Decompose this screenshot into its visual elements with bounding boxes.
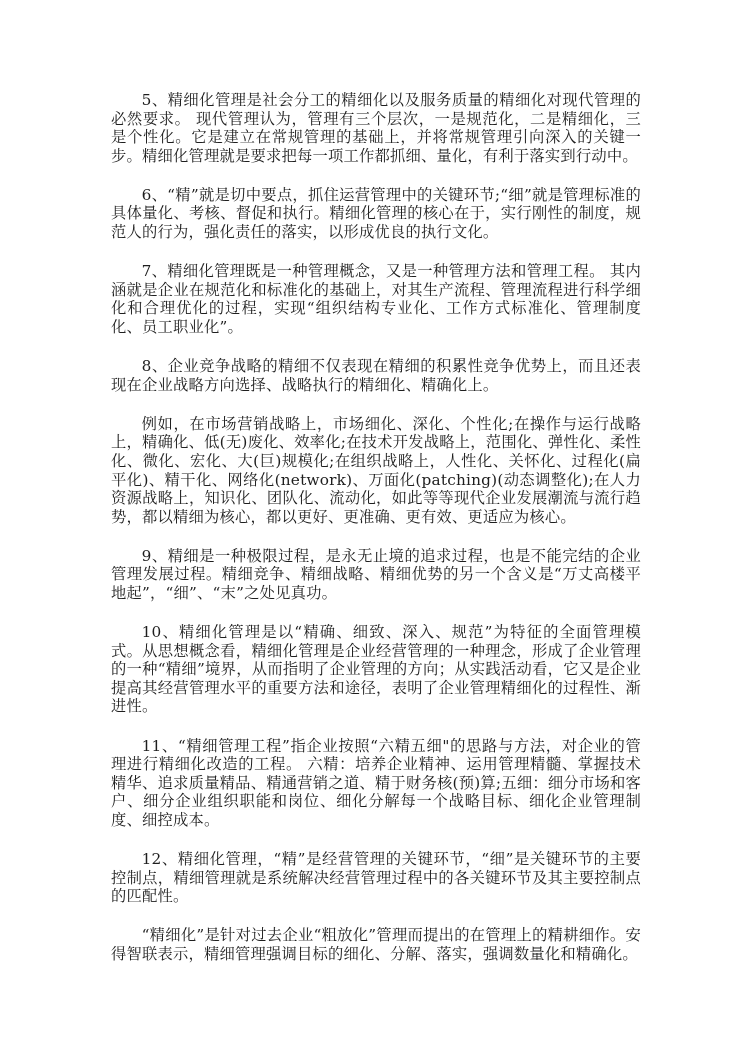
paragraph-8: 8、企业竞争战略的精细不仅表现在精细的积累性竞争优势上，而且还表现在企业战略方向选择、战略执行的精细化、精确化上。 (111, 357, 641, 394)
paragraph-9: 9、精细是一种极限过程，是永无止境的追求过程，也是不能完结的企业管理发展过程。精细竞争、精细战略、精细优势的另一个含义是“万丈高楼平地起”，“细”、“末”之处见真功。 (111, 546, 641, 602)
paragraph-12: 12、精细化管理，“精”是经营管理的关键环节，“细”是关键环节的主要控制点，精细管理就是系统解决经营管理过程中的各关键环节及其主要控制点的匹配性。 (111, 850, 641, 906)
paragraph-7: 7、精细化管理既是一种管理概念，又是一种管理方法和管理工程。 其内涵就是企业在规范化和标准化的基础上，对其生产流程、管理流程进行科学细化和合理优化的过程，实现“组织结构专业化、工作方式标准化、管理制度化、员工职业化”。 (111, 262, 641, 336)
paragraph-conclusion: “精细化”是针对过去企业“粗放化”管理而提出的在管理上的精耕细作。安得智联表示，精细管理强调目标的细化、分解、落实，强调数量化和精确化。 (111, 926, 641, 963)
paragraph-6: 6、“精”就是切中要点，抓住运营管理中的关键环节;“细”就是管理标准的具体量化、考核、督促和执行。精细化管理的核心在于，实行刚性的制度，规范人的行为，强化责任的落实，以形成优良的执行文化。 (111, 185, 641, 242)
paragraph-example: 例如，在市场营销战略上，市场细化、深化、个性化;在操作与运行战略上，精确化、低(无)废化、效率化;在技术开发战略上，范围化、弹性化、柔性化、微化、宏化、大(巨)规模化;在组织战略上，人性化、关怀化、过程化(扁平化)、精干化、网络化(network)、万面化(patching)(动态调整化);在人力资源战略上，知识化、团队化、流动化，如此等等现代企业发展潮流与流行趋势，都以精细为核心，都以更好、更准确、更有效、更适应为核心。 (111, 414, 641, 526)
paragraph-11: 11、“精细管理工程”指企业按照“六精五细"的思路与方法，对企业的管理进行精细化改造的工程。 六精：培养企业精神、运用管理精髓、掌握技术精华、追求质量精品、精通营销之道、精于财务核(预)算;五细：细分市场和客户、细分企业组织职能和岗位、细化分解每一个战略目标、细化企业管理制度、细控成本。 (111, 736, 641, 829)
document-page (111, 91, 641, 984)
paragraph-10: 10、精细化管理是以“精确、细致、深入、规范”为特征的全面管理模式。从思想概念看，精细化管理是企业经营管理的一种理念，形成了企业管理的一种“精细”境界，从而指明了企业管理的方向；从实践活动看，它又是企业提高其经营管理水平的重要方法和途径，表明了企业管理精细化的过程性、渐进性。 (111, 623, 641, 716)
paragraph-5: 5、精细化管理是社会分工的精细化以及服务质量的精细化对现代管理的必然要求。 现代管理认为，管理有三个层次，一是规范化，二是精细化，三是个性化。它是建立在常规管理的基础上，并将常规管理引向深入的关键一步。精细化管理就是要求把每一项工作都抓细、量化，有利于落实到行动中。 (111, 91, 641, 165)
